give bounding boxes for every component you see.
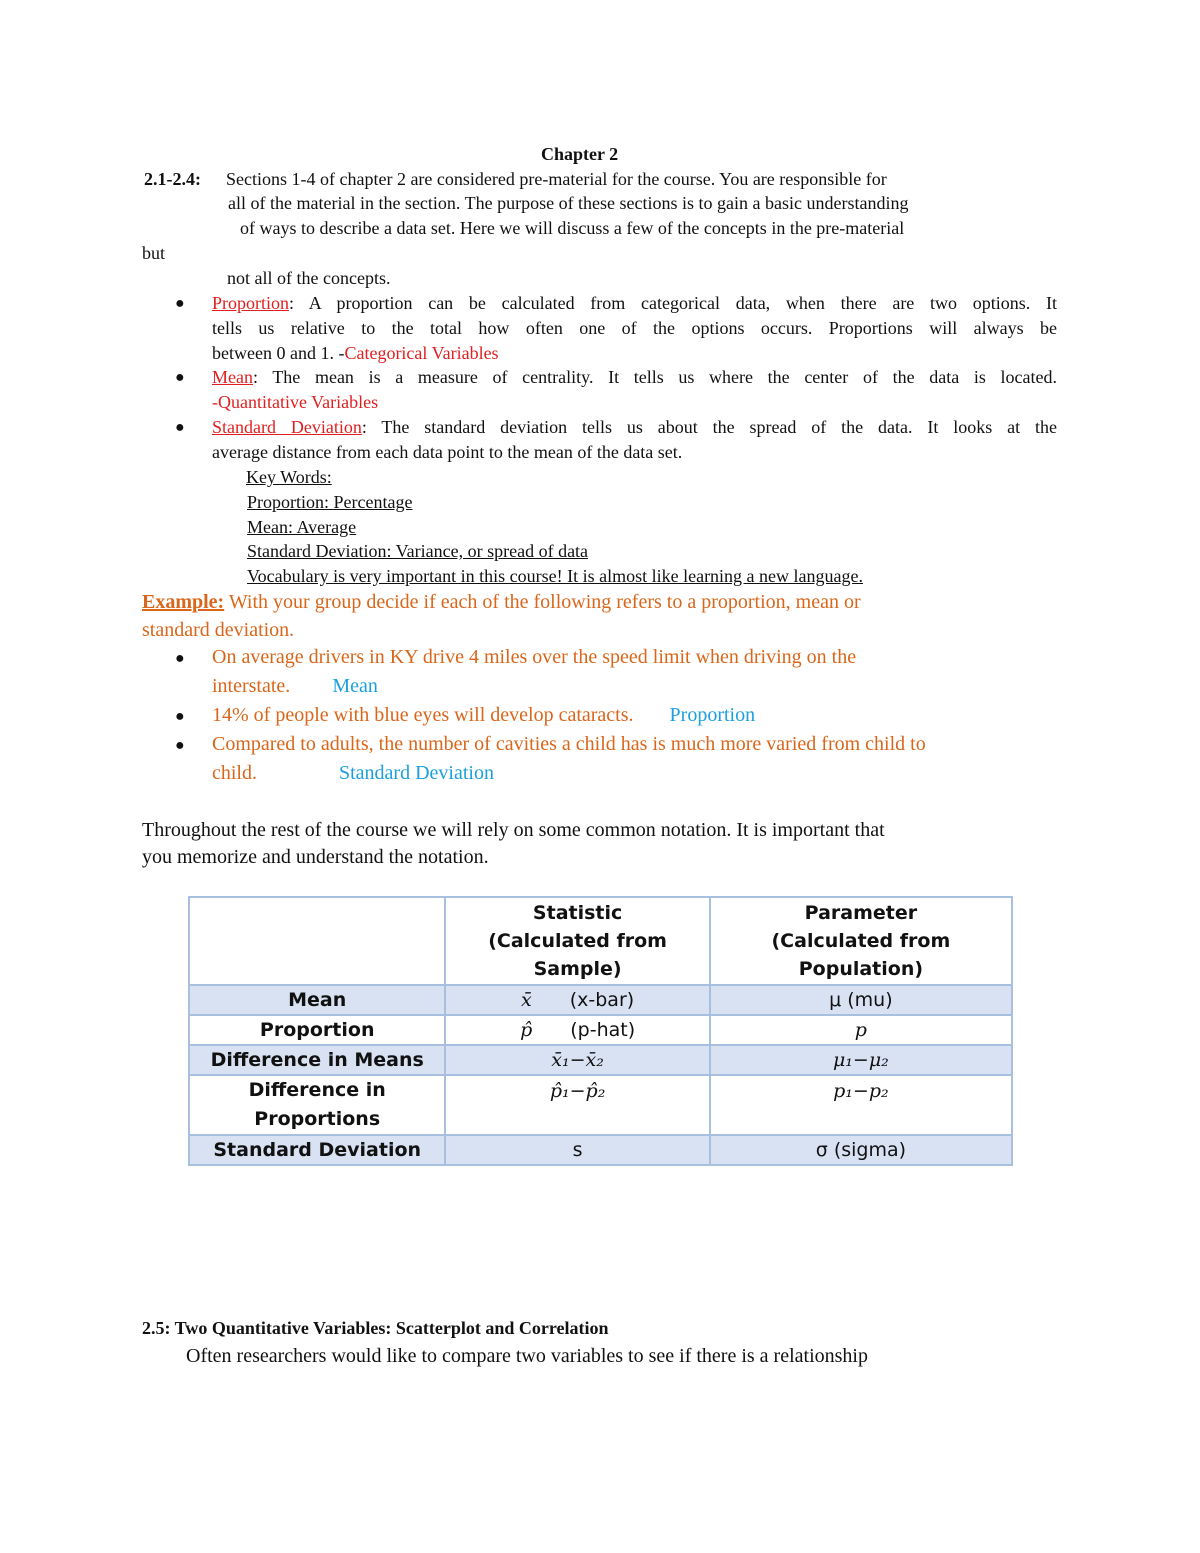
example-item: interstate. Mean	[212, 675, 378, 697]
table-header-cell	[189, 897, 445, 985]
example-answer: Mean	[332, 675, 378, 697]
bullet-icon: ●	[175, 419, 185, 436]
table-cell: μ (mu)	[710, 985, 1012, 1015]
example-item: child. Standard Deviation	[212, 762, 494, 784]
section-heading: 2.5: Two Quantitative Variables: Scatterplot and Correlation	[142, 1318, 609, 1338]
table-cell: p	[710, 1015, 1012, 1045]
intro-line: Sections 1-4 of chapter 2 are considered pre-material for the course. You are responsible for	[226, 169, 887, 189]
key-word: Vocabulary is very important in this course! It is almost like learning a new language.	[247, 566, 864, 586]
concept-term: Proportion	[212, 293, 290, 313]
table-row	[189, 1045, 1012, 1075]
table-header-row	[189, 897, 1012, 985]
table-header-cell: Statistic (Calculated from Sample)	[445, 897, 709, 985]
key-word: Mean: Average	[247, 517, 357, 537]
intro-line: but	[142, 243, 166, 263]
section-label: 2.1-2.4:	[144, 169, 201, 189]
table-row-label: Mean	[189, 985, 445, 1015]
intro-line: all of the material in the section. The purpose of these sections is to gain a basic understanding	[228, 193, 909, 213]
table-cell: p̂₁−p̂₂	[445, 1075, 709, 1135]
table-cell: s	[445, 1135, 709, 1165]
key-word: Proportion: Percentage	[247, 492, 413, 512]
concept-mean: Mean: The mean is a measure of centrality. It tells us where the center of the data is located. -Quantitative Variables	[212, 365, 1057, 415]
concept-term: Mean	[212, 367, 253, 387]
table-cell: σ (sigma)	[710, 1135, 1012, 1165]
bullet-icon: ●	[175, 650, 185, 667]
table-cell: x̄₁−x̄₂	[445, 1045, 709, 1075]
bullet-icon: ●	[175, 369, 185, 386]
example-item: Compared to adults, the number of cavities a child has is much more varied from child to	[212, 733, 926, 755]
concept-tag: Categorical Variables	[344, 343, 499, 363]
table-header-cell: Parameter (Calculated from Population)	[710, 897, 1012, 985]
table-row	[189, 1015, 1012, 1045]
intro-line: not all of the concepts.	[227, 268, 391, 288]
table-cell: p̂ (p-hat)	[445, 1015, 709, 1045]
table-row	[189, 1135, 1012, 1165]
concept-tag: -Quantitative Variables	[212, 392, 379, 412]
key-words-heading: Key Words:	[246, 467, 332, 487]
notation-intro: Throughout the rest of the course we will rely on some common notation. It is important that	[142, 819, 885, 841]
example-item: On average drivers in KY drive 4 miles over the speed limit when driving on the	[212, 646, 857, 668]
intro-line: of ways to describe a data set. Here we will discuss a few of the concepts in the pre-material	[240, 218, 905, 238]
table-row	[189, 1075, 1012, 1135]
key-word: Standard Deviation: Variance, or spread of data	[247, 541, 589, 561]
example-intro: standard deviation.	[142, 619, 295, 641]
table-row-label: Standard Deviation	[189, 1135, 445, 1165]
bullet-icon: ●	[175, 295, 185, 312]
table-row-label: Difference in Means	[189, 1045, 445, 1075]
example-label: Example:	[142, 591, 225, 613]
concept-term: Standard Deviation	[212, 417, 362, 437]
table-row-label: Proportion	[189, 1015, 445, 1045]
example-item: 14% of people with blue eyes will develop cataracts. Proportion	[212, 704, 756, 726]
table-cell: μ₁−μ₂	[710, 1045, 1012, 1075]
table-cell: x̄ (x-bar)	[445, 985, 709, 1015]
section-text: Often researchers would like to compare two variables to see if there is a relationship	[186, 1345, 868, 1367]
table-cell: p₁−p₂	[710, 1075, 1012, 1135]
table-row-label: Difference in Proportions	[189, 1075, 445, 1135]
table-row	[189, 985, 1012, 1015]
bullet-icon: ●	[175, 708, 185, 725]
concept-proportion: Proportion: A proportion can be calculated from categorical data, when there are two options. It tells us relative to the total how often one of the options occurs. Proportions will always be between 0 and 1. -Categorical Variables	[212, 293, 1057, 363]
notation-intro: you memorize and understand the notation.	[142, 846, 489, 868]
example-answer: Standard Deviation	[339, 762, 494, 784]
concept-standard-deviation: Standard Deviation: The standard deviation tells us about the spread of the data. It looks at the average distance from each data point to the mean of the data set.	[212, 417, 1057, 462]
example-answer: Proportion	[669, 704, 756, 726]
example-intro: Example: With your group decide if each of the following refers to a proportion, mean or	[142, 591, 861, 613]
notation-table	[188, 896, 1013, 1166]
bullet-icon: ●	[175, 737, 185, 754]
page-title: Chapter 2	[541, 144, 619, 164]
